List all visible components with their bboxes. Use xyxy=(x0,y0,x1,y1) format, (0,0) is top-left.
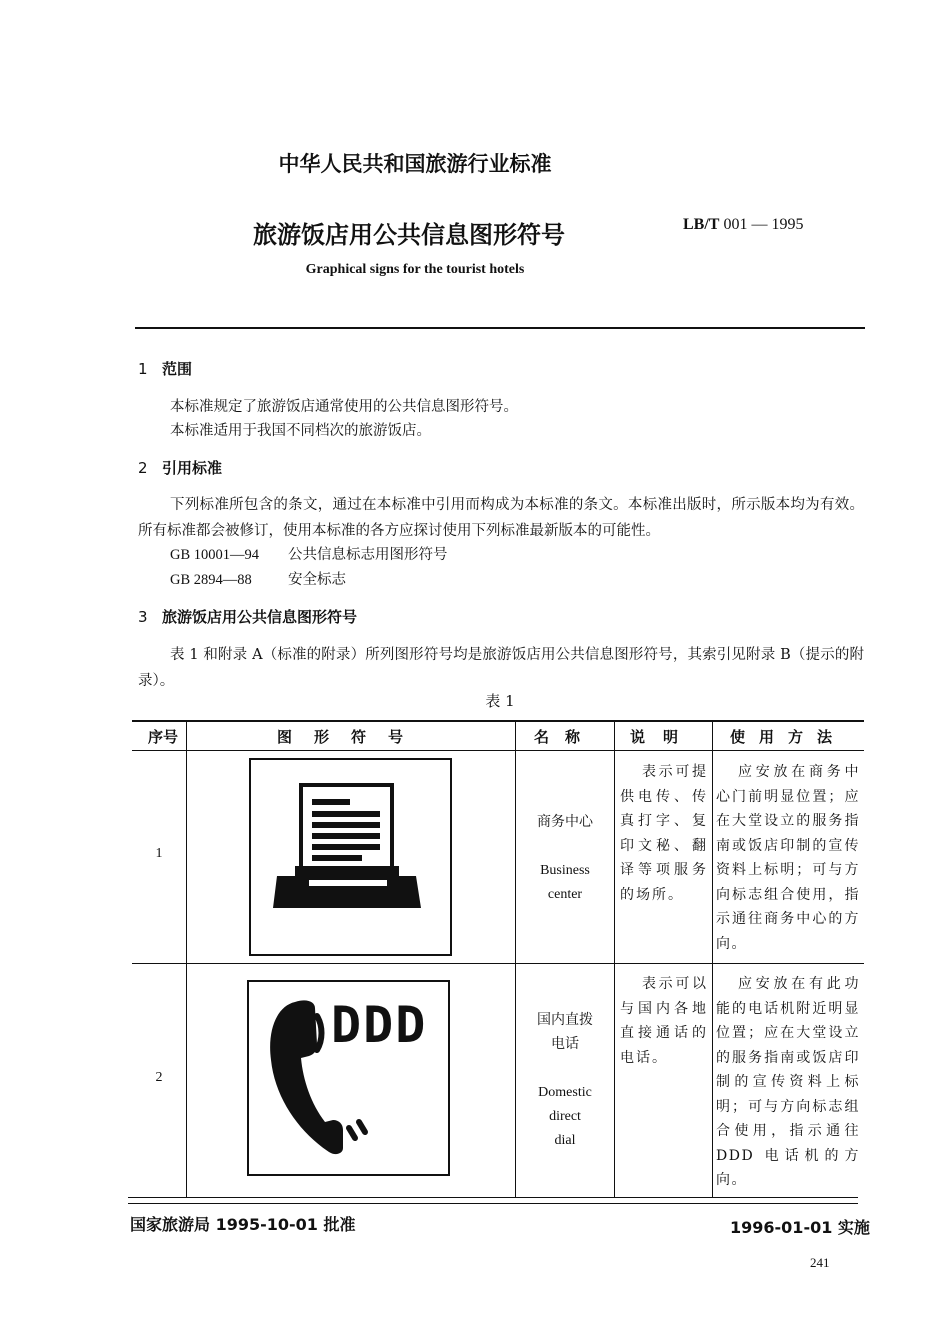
references-intro: 下列标准所包含的条文，通过在本标准中引用而构成为本标准的条文。本标准出版时，所示版本均为有效。所有标准都会被修订，使用本标准的各方应探讨使用下列标准最新版本的可能性。 xyxy=(138,497,864,539)
scope-paragraph-2: 本标准适用于我国不同档次的旅游饭店。 xyxy=(170,423,431,439)
section-title: 旅游饭店用公共信息图形符号 xyxy=(162,608,358,626)
section-number: 2 xyxy=(138,459,148,477)
reference-item xyxy=(170,567,346,593)
row-description: 表示可提供电传、传真打字、复印文秘、翻译等项服务的场所。 xyxy=(620,764,708,903)
telephone-handset-icon xyxy=(247,980,450,1176)
table-col-divider xyxy=(186,720,187,1197)
name-english: center xyxy=(547,887,583,902)
name-english: Business xyxy=(540,863,590,878)
reference-name: 安全标志 xyxy=(288,572,346,588)
section-1-heading xyxy=(138,358,192,379)
row-description: 表示可以与国内各地直接通话的电话。 xyxy=(620,976,708,1066)
footer-rule xyxy=(128,1197,858,1198)
table-col-divider xyxy=(712,720,713,1197)
row-usage: 应安放在商务中心门前明显位置；应在大堂设立的服务指南或饭店印制的宣传资料上标明；可与方向标志组合使用，指示通往商务中心的方向。 xyxy=(716,764,860,952)
document-code xyxy=(683,216,803,234)
name-english: direct xyxy=(549,1109,581,1124)
header-description: 说明 xyxy=(629,728,696,746)
document-code-number: 001 — 1995 xyxy=(723,216,804,233)
section-3-paragraph: 表 1 和附录 A（标准的附录）所列图形符号均是旅游饭店用公共信息图形符号，其索引见附录 B（提示的附录）。 xyxy=(138,647,864,689)
section-title: 引用标准 xyxy=(162,459,223,477)
row-number: 1 xyxy=(155,846,163,861)
scope-paragraph-1: 本标准规定了旅游饭店通常使用的公共信息图形符号。 xyxy=(170,399,518,415)
header-divider xyxy=(135,327,865,329)
name-english: Domestic xyxy=(538,1085,592,1100)
approval-line: 国家旅游局 1995-10-01 批准 xyxy=(130,1215,356,1234)
header-usage: 使用方法 xyxy=(729,728,846,746)
standard-title: 中华人民共和国旅游行业标准 xyxy=(278,152,552,176)
document-code-prefix: LB/T xyxy=(683,216,720,233)
table-row-divider xyxy=(132,963,864,964)
table-caption: 表 1 xyxy=(485,692,515,710)
name-chinese: 商务中心 xyxy=(537,814,593,830)
row-number: 2 xyxy=(155,1070,163,1085)
header-symbol: 图形符号 xyxy=(276,728,425,746)
footer-rule xyxy=(128,1203,858,1204)
section-number: 3 xyxy=(138,608,148,626)
section-2-heading xyxy=(138,457,222,478)
english-title: Graphical signs for the tourist hotels xyxy=(305,262,525,277)
row-name xyxy=(515,810,615,907)
reference-name: 公共信息标志用图形符号 xyxy=(288,547,448,563)
table-header-divider xyxy=(132,750,864,751)
section-3-heading xyxy=(138,606,357,627)
table-top-border xyxy=(132,720,864,722)
section-title: 范围 xyxy=(162,360,193,378)
name-english: dial xyxy=(554,1133,576,1148)
effective-line: 1996-01-01 实施 xyxy=(730,1218,870,1237)
document-title: 旅游饭店用公共信息图形符号 xyxy=(253,221,565,249)
header-name: 名称 xyxy=(533,728,596,746)
fax-machine-icon xyxy=(249,758,452,956)
reference-code: GB 10001—94 xyxy=(170,547,260,563)
name-chinese: 国内直拨 xyxy=(537,1012,593,1028)
row-usage: 应安放在有此功能的电话机附近明显位置；应在大堂设立的服务指南或饭店印制的宣传资料上标明；可与方向标志组合使用，指示通往 DDD 电话机的方向。 xyxy=(716,976,860,1188)
reference-code: GB 2894—88 xyxy=(170,572,252,588)
header-index: 序号 xyxy=(147,728,178,746)
row-name xyxy=(515,1008,615,1153)
page-number: 241 xyxy=(810,1255,830,1270)
ddd-label: DDD xyxy=(331,996,428,1054)
section-number: 1 xyxy=(138,360,148,378)
name-chinese: 电话 xyxy=(551,1036,579,1052)
reference-item xyxy=(170,542,448,568)
